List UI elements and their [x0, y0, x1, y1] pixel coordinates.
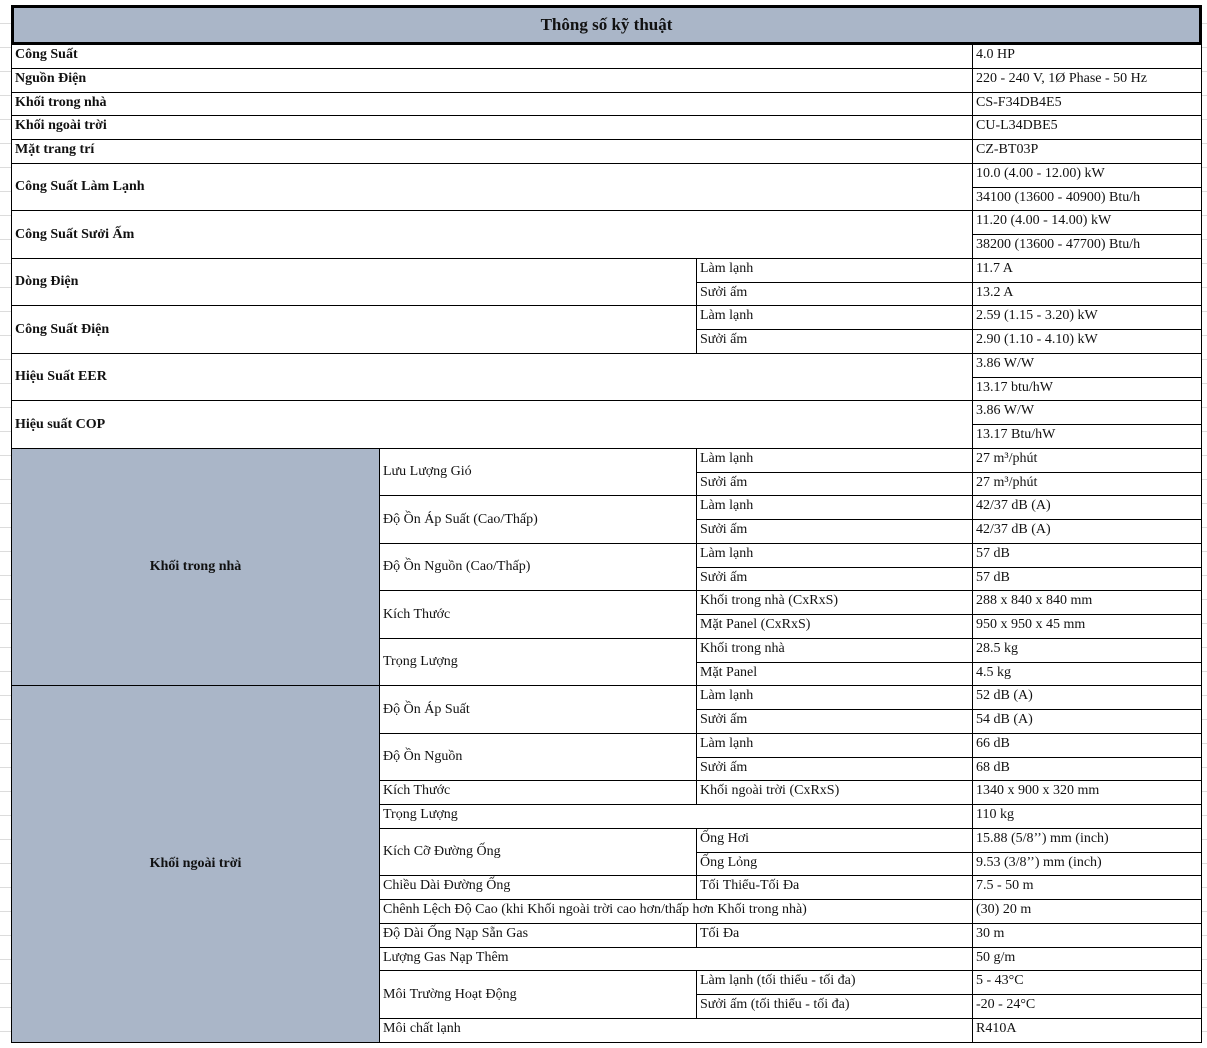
spec-label: Nguồn Điện	[11, 68, 973, 93]
page-title: Thông số kỹ thuật	[11, 5, 1202, 45]
spec-sub-label: Mặt Panel (CxRxS)	[696, 614, 973, 639]
spec-label: Độ Ồn Nguồn (Cao/Thấp)	[379, 543, 697, 591]
spec-sub-label: Sưởi ấm	[696, 282, 973, 306]
spec-sub-label: Làm lạnh	[696, 685, 973, 710]
spec-sub-label: Khối trong nhà (CxRxS)	[696, 590, 973, 615]
spec-value: 3.86 W/W	[972, 353, 1202, 378]
spec-label: Độ Ồn Áp Suất	[379, 685, 697, 734]
spec-sub-label: Mặt Panel	[696, 662, 973, 686]
spec-value: 15.88 (5/8’’) mm (inch)	[972, 828, 1202, 853]
spec-value: 52 dB (A)	[972, 685, 1202, 710]
spec-label: Khối trong nhà	[11, 92, 973, 116]
spec-value: 2.59 (1.15 - 3.20) kW	[972, 305, 1202, 330]
spec-value: 9.53 (3/8’’) mm (inch)	[972, 852, 1202, 876]
spec-sub-label: Làm lạnh	[696, 733, 973, 758]
group-outdoor-unit: Khối ngoài trời	[11, 685, 380, 1043]
spec-sub-label: Làm lạnh	[696, 448, 973, 473]
spec-label: Công Suất Làm Lạnh	[11, 163, 973, 211]
spec-sub-label: Ống Hơi	[696, 828, 973, 853]
spec-label: Hiệu suất COP	[11, 400, 973, 449]
spec-sub-label: Sưởi ấm	[696, 709, 973, 734]
spec-value: 42/37 dB (A)	[972, 519, 1202, 544]
spec-sub-label: Sưởi ấm	[696, 472, 973, 496]
spec-label: Hiệu Suất EER	[11, 353, 973, 401]
spec-label: Mặt trang trí	[11, 139, 973, 164]
spec-value: (30) 20 m	[972, 899, 1202, 924]
spec-label: Kích Thước	[379, 780, 697, 805]
spec-value: 27 m³/phút	[972, 448, 1202, 473]
spec-sub-label: Tối Thiểu-Tối Đa	[696, 875, 973, 900]
spec-value: 66 dB	[972, 733, 1202, 758]
spec-sub-label: Ống Lỏng	[696, 852, 973, 876]
spec-value: 11.20 (4.00 - 14.00) kW	[972, 210, 1202, 235]
spec-label: Độ Ồn Nguồn	[379, 733, 697, 781]
spec-sub-label: Sưởi ấm	[696, 329, 973, 354]
spec-value: 220 - 240 V, 1Ø Phase - 50 Hz	[972, 68, 1202, 93]
spec-label: Lưu Lượng Gió	[379, 448, 697, 496]
spec-label: Công Suất	[11, 44, 973, 69]
spec-label: Lượng Gas Nạp Thêm	[379, 947, 973, 971]
spec-value: CS-F34DB4E5	[972, 92, 1202, 116]
spec-label: Công Suất Sưởi Ấm	[11, 210, 973, 259]
spec-sub-label: Sưởi ấm	[696, 519, 973, 544]
spec-value: 57 dB	[972, 543, 1202, 568]
spec-value: 13.17 Btu/hW	[972, 424, 1202, 449]
spec-label: Dòng Điện	[11, 258, 697, 306]
spec-value: CU-L34DBE5	[972, 115, 1202, 140]
spec-value: 5 - 43°C	[972, 970, 1202, 995]
spec-value: 7.5 - 50 m	[972, 875, 1202, 900]
spec-value: 42/37 dB (A)	[972, 495, 1202, 520]
spec-label: Công Suất Điện	[11, 305, 697, 354]
spec-value: 68 dB	[972, 757, 1202, 781]
spec-label: Độ Dài Ống Nạp Sẵn Gas	[379, 923, 697, 948]
spec-sub-label: Làm lạnh	[696, 305, 973, 330]
spec-sub-label: Sưởi ấm (tối thiểu - tối đa)	[696, 994, 973, 1019]
spec-label: Trọng Lượng	[379, 804, 973, 829]
spec-label: Môi Trường Hoạt Động	[379, 970, 697, 1019]
spec-sub-label: Làm lạnh	[696, 495, 973, 520]
spec-sub-label: Làm lạnh (tối thiểu - tối đa)	[696, 970, 973, 995]
spec-label: Độ Ồn Áp Suất (Cao/Thấp)	[379, 495, 697, 544]
spec-value: 57 dB	[972, 567, 1202, 591]
spec-label: Môi chất lạnh	[379, 1018, 973, 1043]
spec-value: 1340 x 900 x 320 mm	[972, 780, 1202, 805]
spec-value: 4.5 kg	[972, 662, 1202, 686]
spec-sub-label: Sưởi ấm	[696, 757, 973, 781]
spec-sub-label: Làm lạnh	[696, 543, 973, 568]
spec-value: 4.0 HP	[972, 44, 1202, 69]
spec-label: Chênh Lệch Độ Cao (khi Khối ngoài trời cao hơn/thấp hơn Khối trong nhà)	[379, 899, 973, 924]
spec-sub-label: Khối trong nhà	[696, 638, 973, 663]
spec-value: CZ-BT03P	[972, 139, 1202, 164]
spec-label: Kích Cỡ Đường Ống	[379, 828, 697, 876]
spec-value: 110 kg	[972, 804, 1202, 829]
spec-value: 28.5 kg	[972, 638, 1202, 663]
spec-label: Chiều Dài Đường Ống	[379, 875, 697, 900]
spec-value: 288 x 840 x 840 mm	[972, 590, 1202, 615]
spec-value: 13.17 btu/hW	[972, 377, 1202, 401]
group-indoor-unit: Khối trong nhà	[11, 448, 380, 686]
spec-value: 13.2 A	[972, 282, 1202, 306]
spec-value: -20 - 24°C	[972, 994, 1202, 1019]
spec-sub-label: Tối Đa	[696, 923, 973, 948]
spec-value: 50 g/m	[972, 947, 1202, 971]
spec-value: 2.90 (1.10 - 4.10) kW	[972, 329, 1202, 354]
spec-value: 10.0 (4.00 - 12.00) kW	[972, 163, 1202, 188]
spec-value: 38200 (13600 - 47700) Btu/h	[972, 234, 1202, 259]
spec-value: 27 m³/phút	[972, 472, 1202, 496]
spec-value: 3.86 W/W	[972, 400, 1202, 425]
spec-value: 11.7 A	[972, 258, 1202, 283]
spec-value: 950 x 950 x 45 mm	[972, 614, 1202, 639]
spec-sub-label: Khối ngoài trời (CxRxS)	[696, 780, 973, 805]
spec-label: Khối ngoài trời	[11, 115, 973, 140]
spec-value: R410A	[972, 1018, 1202, 1043]
spec-value: 34100 (13600 - 40900) Btu/h	[972, 187, 1202, 211]
spec-label: Trọng Lượng	[379, 638, 697, 686]
spec-value: 54 dB (A)	[972, 709, 1202, 734]
spec-value: 30 m	[972, 923, 1202, 948]
spec-sub-label: Làm lạnh	[696, 258, 973, 283]
spec-label: Kích Thước	[379, 590, 697, 639]
spec-sub-label: Sưởi ấm	[696, 567, 973, 591]
